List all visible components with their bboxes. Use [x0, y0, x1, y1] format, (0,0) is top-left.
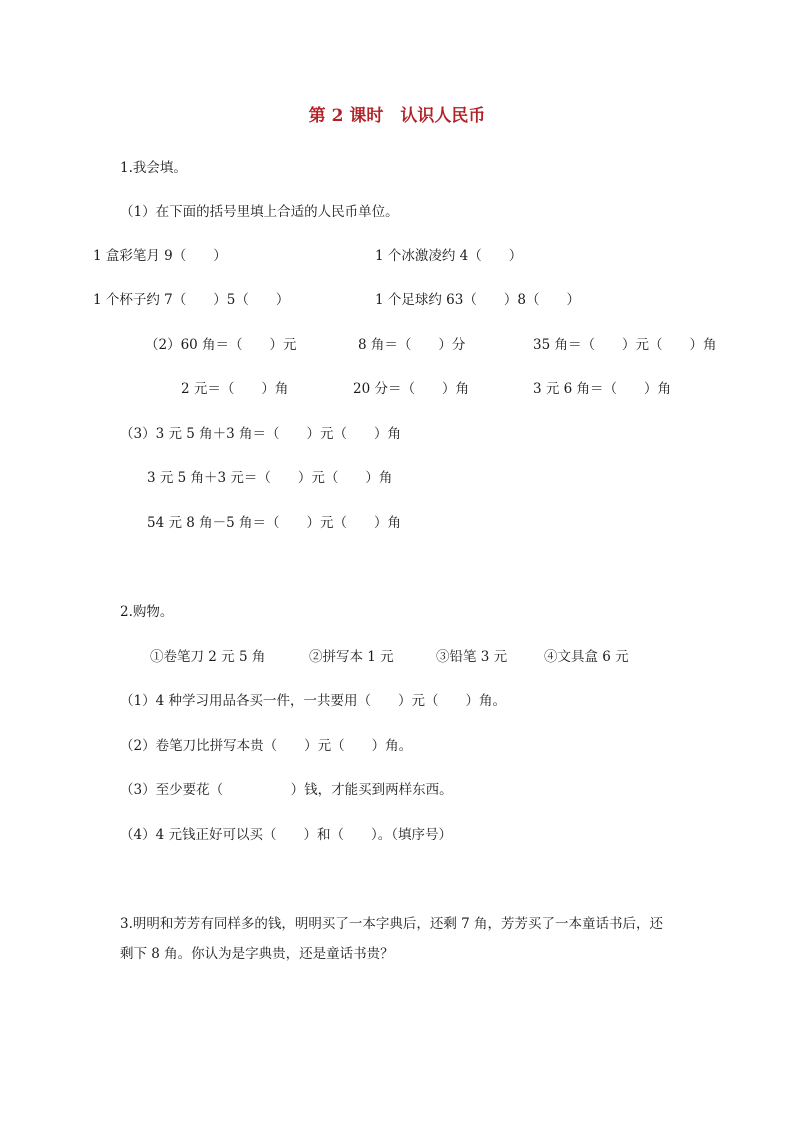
q2-goods-item: ①卷笔刀 2 元 5 角 — [150, 649, 266, 665]
q1-part3-item: 3 元 5 角＋3 元＝（ ）元（ ）角 — [147, 470, 393, 486]
q1-part2-item: 2 元＝（ ）角 — [181, 381, 289, 397]
q3-text-line: 剩下 8 角。你认为是字典贵，还是童话书贵？ — [120, 946, 394, 962]
q1-part2-item: （2）60 角＝（ ）元 — [145, 337, 297, 353]
q2-question: （2）卷笔刀比拼写本贵（ ）元（ ）角。 — [120, 738, 413, 754]
q2-goods-item: ③铅笔 3 元 — [436, 649, 508, 665]
q2-question: （1）4 种学习用品各买一件，一共要用（ ）元（ ）角。 — [120, 693, 506, 709]
page-title: 第 2 课时 认识人民币 — [308, 106, 486, 126]
q1-part3-item: 54 元 8 角－5 角＝（ ）元（ ）角 — [147, 515, 402, 531]
q1-part1-item: 1 个冰激凌约 4（ ） — [375, 248, 523, 264]
q1-part3-item: （3）3 元 5 角＋3 角＝（ ）元（ ）角 — [120, 426, 402, 442]
q1-part1-item: 1 个杯子约 7（ ）5（ ） — [93, 292, 290, 308]
q2-goods-item: ④文具盒 6 元 — [544, 649, 629, 665]
q1-heading: 1.我会填。 — [120, 160, 187, 176]
q2-question: （4）4 元钱正好可以买（ ）和（ ）。（填序号） — [120, 827, 452, 843]
q1-part2-item: 3 元 6 角＝（ ）角 — [533, 381, 672, 397]
q1-part1-instruction: （1）在下面的括号里填上合适的人民币单位。 — [120, 204, 399, 220]
q1-part1-item: 1 盒彩笔月 9（ ） — [93, 248, 227, 264]
q1-part2-item: 35 角＝（ ）元（ ）角 — [533, 337, 717, 353]
q3-text-line: 3.明明和芳芳有同样多的钱，明明买了一本字典后，还剩 7 角，芳芳买了一本童话书后，还 — [120, 916, 664, 932]
q2-goods-item: ②拼写本 1 元 — [309, 649, 394, 665]
q2-question: （3）至少要花（ ）钱，才能买到两样东西。 — [120, 782, 453, 798]
q1-part2-item: 8 角＝（ ）分 — [358, 337, 466, 353]
q2-heading: 2.购物。 — [120, 604, 174, 620]
q1-part1-item: 1 个足球约 63（ ）8（ ） — [375, 292, 580, 308]
q1-part2-item: 20 分＝（ ）角 — [353, 381, 469, 397]
